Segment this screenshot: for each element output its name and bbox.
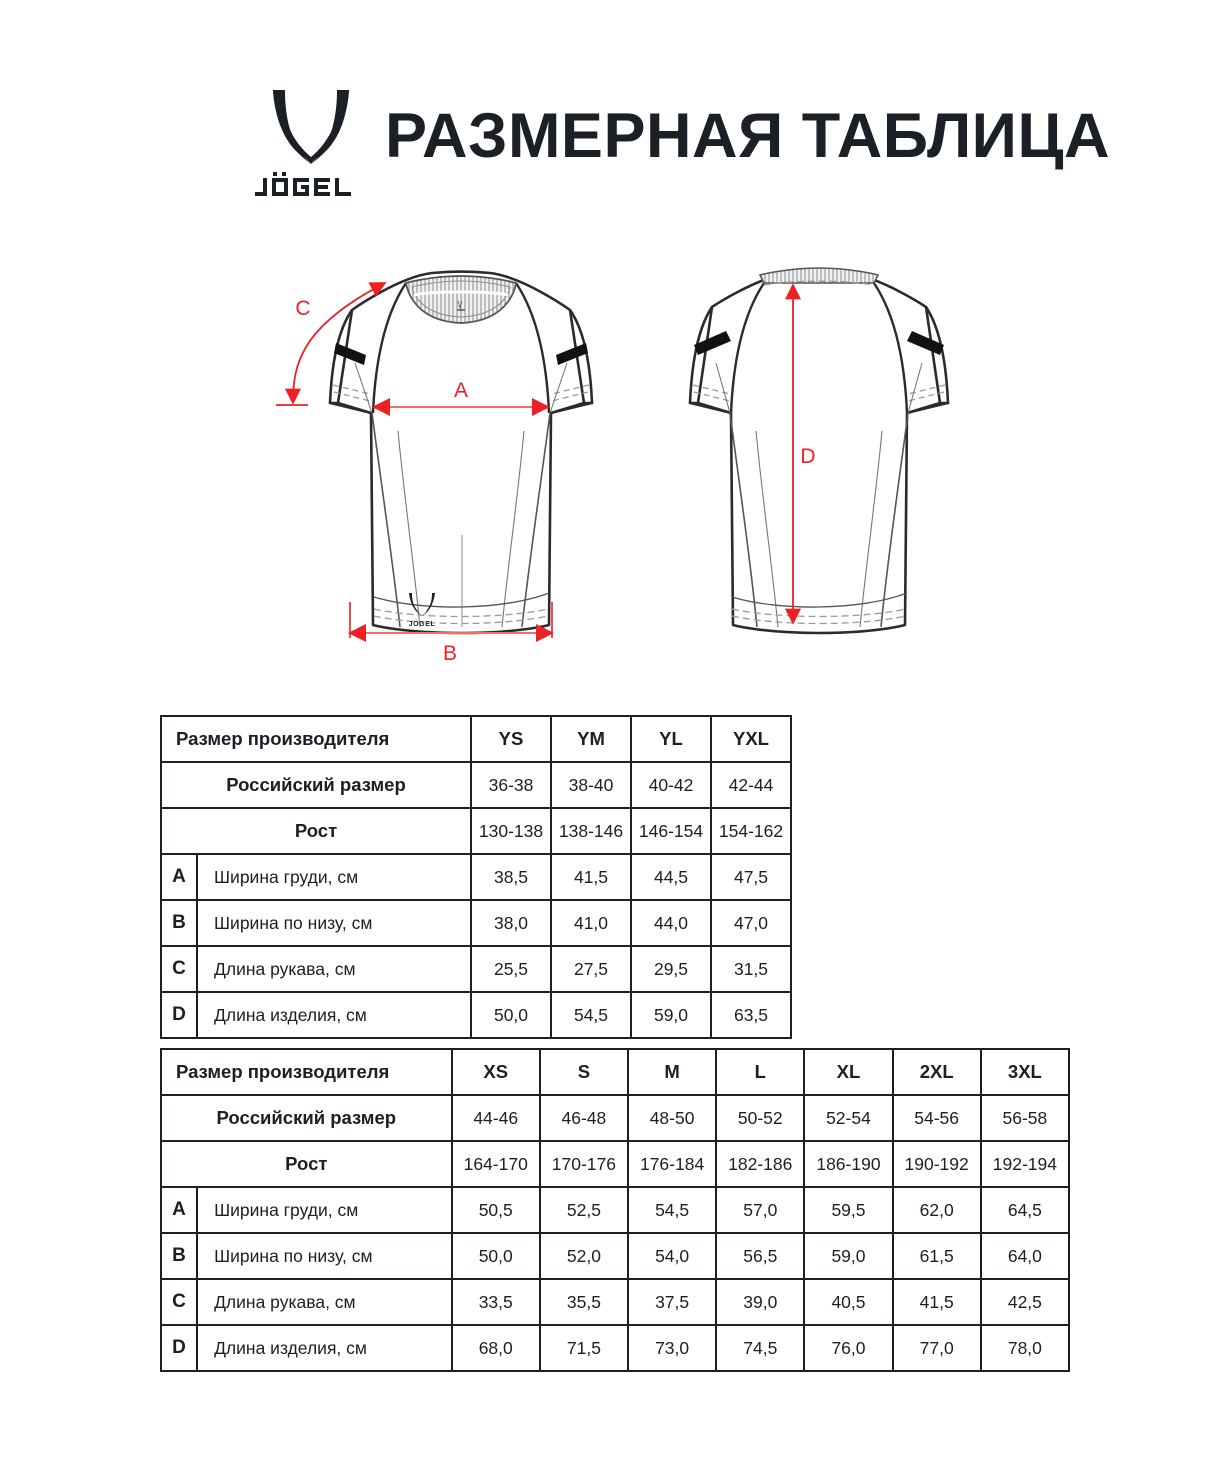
cell-measure: 64,0 (981, 1233, 1069, 1279)
cell-russian-size: 42-44 (711, 762, 791, 808)
cell-height: 130-138 (471, 808, 551, 854)
dimension-label-c: C (295, 297, 311, 320)
measure-name-b: Ширина по низу, см (197, 900, 471, 946)
cell-height: 186-190 (804, 1141, 892, 1187)
cell-measure: 44,0 (631, 900, 711, 946)
cell-measure: 42,5 (981, 1279, 1069, 1325)
cell-russian-size: 52-54 (804, 1095, 892, 1141)
table-row-measure-c (161, 946, 791, 992)
cell-measure: 31,5 (711, 946, 791, 992)
cell-measure: 41,0 (551, 900, 631, 946)
measure-name-c: Длина рукава, см (197, 946, 471, 992)
cell-measure: 41,5 (551, 854, 631, 900)
cell-size: XS (452, 1049, 540, 1095)
cell-measure: 54,5 (628, 1187, 716, 1233)
cell-measure: 33,5 (452, 1279, 540, 1325)
cell-size: XL (804, 1049, 892, 1095)
cell-measure: 57,0 (716, 1187, 804, 1233)
page-title: РАЗМЕРНАЯ ТАБЛИЦА (385, 101, 1110, 171)
cell-measure: 47,0 (711, 900, 791, 946)
row-label-russian: Российский размер (161, 1095, 452, 1141)
table-row-russian-size (161, 1095, 1069, 1141)
cell-height: 138-146 (551, 808, 631, 854)
measure-letter-d: D (161, 1325, 197, 1371)
cell-measure: 50,5 (452, 1187, 540, 1233)
cell-measure: 76,0 (804, 1325, 892, 1371)
cell-size: 2XL (893, 1049, 981, 1095)
measure-name-c: Длина рукава, см (197, 1279, 452, 1325)
cell-measure: 77,0 (893, 1325, 981, 1371)
cell-size: L (716, 1049, 804, 1095)
cell-measure: 27,5 (551, 946, 631, 992)
cell-russian-size: 44-46 (452, 1095, 540, 1141)
cell-size: YS (471, 716, 551, 762)
row-label-russian: Российский размер (161, 762, 471, 808)
size-table-youth (160, 715, 792, 1039)
table-row-height (161, 1141, 1069, 1187)
cell-size: M (628, 1049, 716, 1095)
cell-russian-size: 46-48 (540, 1095, 628, 1141)
cell-russian-size: 50-52 (716, 1095, 804, 1141)
cell-measure: 59,5 (804, 1187, 892, 1233)
table-row-measure-c (161, 1279, 1069, 1325)
measure-letter-b: B (161, 900, 197, 946)
size-chart-illustration (0, 235, 1230, 685)
cell-height: 164-170 (452, 1141, 540, 1187)
cell-height: 182-186 (716, 1141, 804, 1187)
cell-height: 170-176 (540, 1141, 628, 1187)
cell-measure: 62,0 (893, 1187, 981, 1233)
cell-measure: 29,5 (631, 946, 711, 992)
cell-measure: 39,0 (716, 1279, 804, 1325)
measure-name-d: Длина изделия, см (197, 992, 471, 1038)
brand-logo (253, 88, 373, 208)
cell-measure: 64,5 (981, 1187, 1069, 1233)
cell-measure: 44,5 (631, 854, 711, 900)
measure-name-d: Длина изделия, см (197, 1325, 452, 1371)
table-row-measure-b (161, 1233, 1069, 1279)
table-row-measure-d (161, 992, 791, 1038)
cell-measure: 61,5 (893, 1233, 981, 1279)
cell-measure: 52,5 (540, 1187, 628, 1233)
measure-letter-b: B (161, 1233, 197, 1279)
cell-measure: 40,5 (804, 1279, 892, 1325)
cell-measure: 74,5 (716, 1325, 804, 1371)
cell-height: 154-162 (711, 808, 791, 854)
table-row-measure-d (161, 1325, 1069, 1371)
row-label-manufacturer: Размер производителя (161, 1049, 452, 1095)
table-row-height (161, 808, 791, 854)
row-label-manufacturer: Размер производителя (161, 716, 471, 762)
page-header (0, 78, 1230, 218)
cell-measure: 63,5 (711, 992, 791, 1038)
jogel-wordmark-icon (253, 172, 373, 202)
cell-measure: 52,0 (540, 1233, 628, 1279)
cell-russian-size: 54-56 (893, 1095, 981, 1141)
table-row-manufacturer-size (161, 1049, 1069, 1095)
cell-russian-size: 40-42 (631, 762, 711, 808)
cell-measure: 78,0 (981, 1325, 1069, 1371)
cell-height: 176-184 (628, 1141, 716, 1187)
size-table-adult (160, 1048, 1070, 1372)
cell-measure: 38,0 (471, 900, 551, 946)
cell-measure: 54,0 (628, 1233, 716, 1279)
cell-measure: 71,5 (540, 1325, 628, 1371)
cell-size: YM (551, 716, 631, 762)
table-row-measure-a (161, 854, 791, 900)
cell-measure: 35,5 (540, 1279, 628, 1325)
cell-size: S (540, 1049, 628, 1095)
cell-measure: 73,0 (628, 1325, 716, 1371)
cell-measure: 50,0 (471, 992, 551, 1038)
dimension-label-d: D (800, 445, 816, 468)
cell-size: YXL (711, 716, 791, 762)
row-label-height: Рост (161, 808, 471, 854)
measure-letter-a: A (161, 854, 197, 900)
cell-measure: 37,5 (628, 1279, 716, 1325)
dimension-label-b: B (442, 642, 458, 665)
cell-height: 190-192 (893, 1141, 981, 1187)
dimension-label-a: A (453, 379, 469, 402)
table-row-measure-a (161, 1187, 1069, 1233)
measure-letter-a: A (161, 1187, 197, 1233)
cell-measure: 47,5 (711, 854, 791, 900)
cell-measure: 41,5 (893, 1279, 981, 1325)
measure-letter-c: C (161, 1279, 197, 1325)
cell-size: YL (631, 716, 711, 762)
row-label-height: Рост (161, 1141, 452, 1187)
cell-measure: 59,0 (804, 1233, 892, 1279)
cell-measure: 50,0 (452, 1233, 540, 1279)
cell-measure: 56,5 (716, 1233, 804, 1279)
cell-size: 3XL (981, 1049, 1069, 1095)
measure-letter-d: D (161, 992, 197, 1038)
measure-letter-c: C (161, 946, 197, 992)
cell-height: 192-194 (981, 1141, 1069, 1187)
cell-russian-size: 56-58 (981, 1095, 1069, 1141)
cell-measure: 38,5 (471, 854, 551, 900)
tshirt-front-view (330, 272, 592, 634)
tshirt-back-view (690, 268, 948, 633)
cell-measure: 54,5 (551, 992, 631, 1038)
table-row-russian-size (161, 762, 791, 808)
svg-text:JÖGEL: JÖGEL (408, 621, 436, 628)
measure-name-b: Ширина по низу, см (197, 1233, 452, 1279)
measure-name-a: Ширина груди, см (197, 854, 471, 900)
table-row-manufacturer-size (161, 716, 791, 762)
cell-measure: 59,0 (631, 992, 711, 1038)
cell-russian-size: 48-50 (628, 1095, 716, 1141)
measure-name-a: Ширина груди, см (197, 1187, 452, 1233)
jogel-logo-icon (261, 88, 361, 170)
cell-russian-size: 36-38 (471, 762, 551, 808)
table-row-measure-b (161, 900, 791, 946)
cell-measure: 68,0 (452, 1325, 540, 1371)
cell-height: 146-154 (631, 808, 711, 854)
cell-russian-size: 38-40 (551, 762, 631, 808)
cell-measure: 25,5 (471, 946, 551, 992)
